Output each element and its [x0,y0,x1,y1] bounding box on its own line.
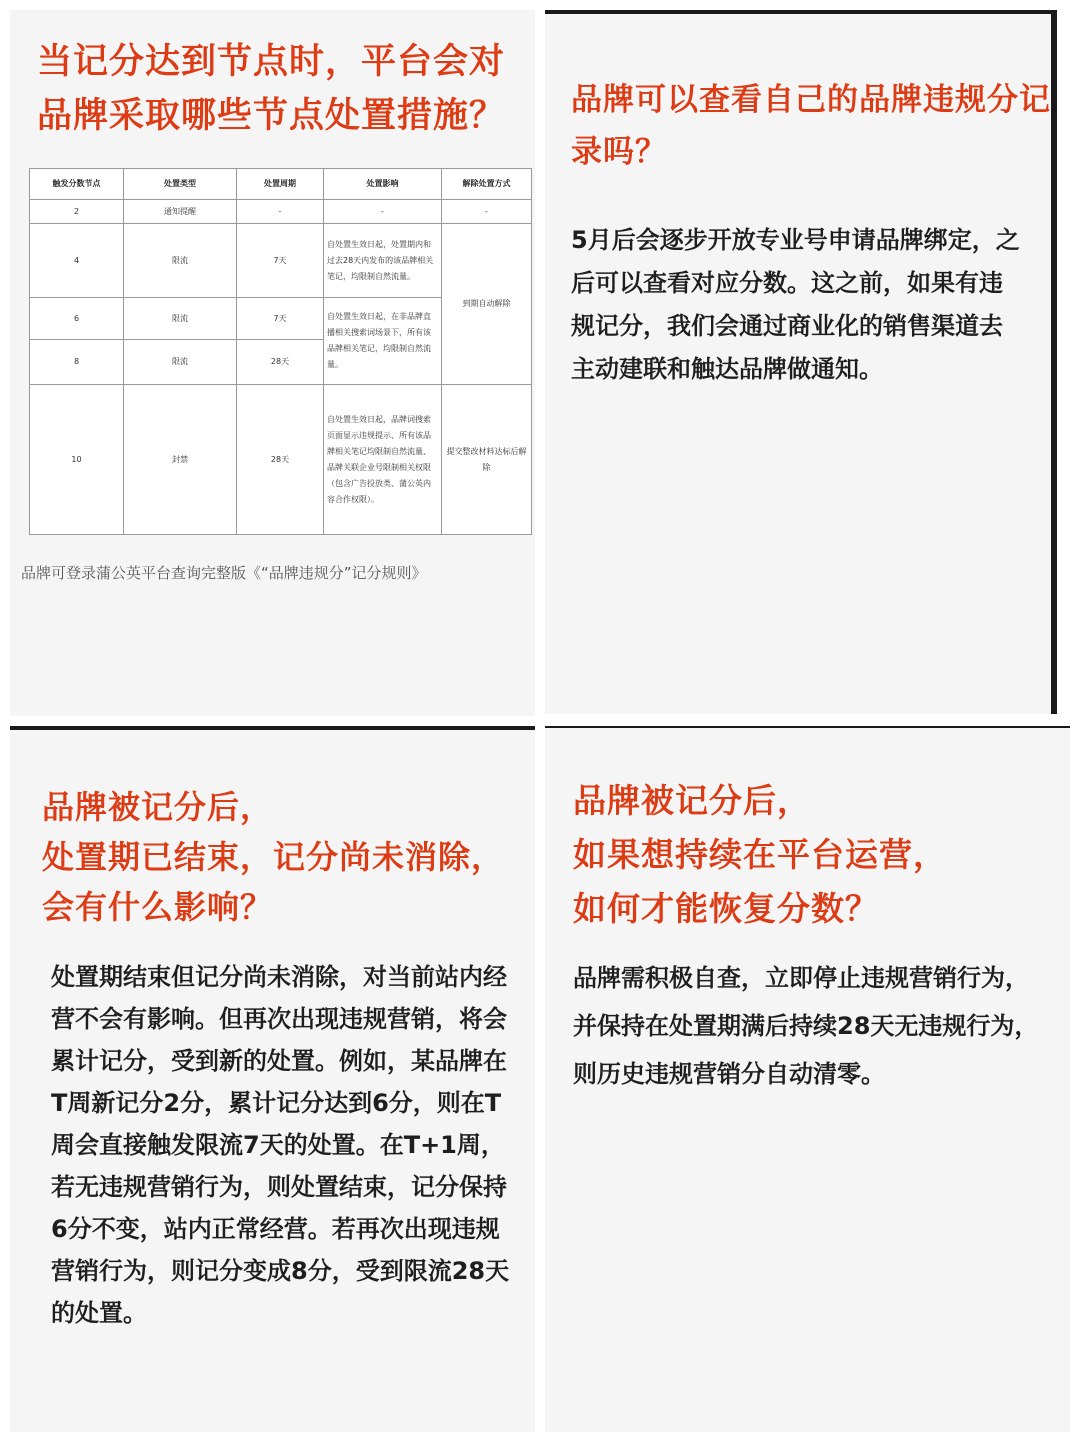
panel-view-record [545,10,1057,714]
panel-restore-score [545,726,1070,1432]
cell-type: 限流 [124,340,237,385]
panel1-title [37,35,527,143]
cell-effect: - [324,200,442,224]
header-effect: 处置影响 [324,169,442,200]
panel2-body: 5月后会逐步开放专业号申请品牌绑定，之后可以查看对应分数。这之前，如果有违规记分，我们会通过商业化的销售渠道去主动建联和触达品牌做通知。 [571,226,1020,383]
cell-score: 8 [30,340,124,385]
cell-score: 10 [30,385,124,535]
panel-after-penalty [10,726,535,1432]
cell-period: 28天 [237,385,324,535]
panel3-title-line1: 品牌被记分后， [42,788,274,826]
panel4-title-line1: 品牌被记分后， [573,781,811,820]
rules-caption: 品牌可登录蒲公英平台查询完整版《“品牌违规分”记分规则》 [21,564,427,582]
cell-type: 封禁 [124,385,237,535]
cell-period: 7天 [237,298,324,340]
cell-release: 提交整改材料达标后解除 [442,385,532,535]
cell-release: 到期自动解除 [442,224,532,385]
cell-type: 通知提醒 [124,200,237,224]
cell-score: 6 [30,298,124,340]
header-period: 处置周期 [237,169,324,200]
cell-period: - [237,200,324,224]
panel2-title: 品牌可以查看自己的品牌违规分记录吗？ [571,82,1051,170]
cell-release: - [442,200,532,224]
table-row [30,200,532,224]
cell-effect: 自处置生效日起，品牌词搜索页面显示违规提示、所有该品牌相关笔记均限制自然流量、品牌关联企业号限制相关权限（包含广告投放类、蒲公英内容合作权限）。 [324,385,442,535]
cell-type: 限流 [124,224,237,298]
header-score: 触发分数节点 [30,169,124,200]
cell-score: 2 [30,200,124,224]
score-rules-table [29,168,532,535]
panel1-title-line1: 当记分达到节点时，平台会对 [37,42,506,82]
header-release: 解除处置方式 [442,169,532,200]
header-type: 处置类型 [124,169,237,200]
cell-effect: 自处置生效日起，在非品牌直播相关搜索词场景下，所有该品牌相关笔记，均限制自然流量。 [324,298,442,385]
panel3-body: 处置期结束但记分尚未消除，对当前站内经营不会有影响。但再次出现违规营销，将会累计记分，受到新的处置。例如，某品牌在T周新记分2分，累计记分达到6分，则在T周会直接触发限流7天的处置。在T+1周，若无违规营销行为，则处置结束，记分保持6分不变，站内正常经营。若再次出现违规营销行为，则记分变成8分，受到限流28天的处置。 [51,963,510,1327]
panel1-title-line2: 品牌采取哪些节点处置措施？ [37,96,506,136]
panel4-title-line3: 如何才能恢复分数？ [573,889,879,928]
cell-effect: 自处置生效日起，处置期内和过去28天内发布的该品牌相关笔记，均限制自然流量。 [324,224,442,298]
table-row [30,224,532,298]
cell-period: 7天 [237,224,324,298]
panel3-title-line3: 会有什么影响？ [42,888,274,926]
panel3-title [42,782,532,932]
cell-period: 28天 [237,340,324,385]
panel3-title-line2: 处置期已结束，记分尚未消除， [42,838,505,876]
cell-score: 4 [30,224,124,298]
panel-score-rules [10,10,535,716]
table-row [30,385,532,535]
cell-type: 限流 [124,298,237,340]
panel4-title-line2: 如果想持续在平台运营， [573,835,947,874]
panel4-title [573,774,1063,936]
table-header-row [30,169,532,200]
panel4-body: 品牌需积极自查，立即停止违规营销行为，并保持在处置期满后持续28天无违规行为，则历史违规营销分自动清零。 [573,964,1039,1088]
